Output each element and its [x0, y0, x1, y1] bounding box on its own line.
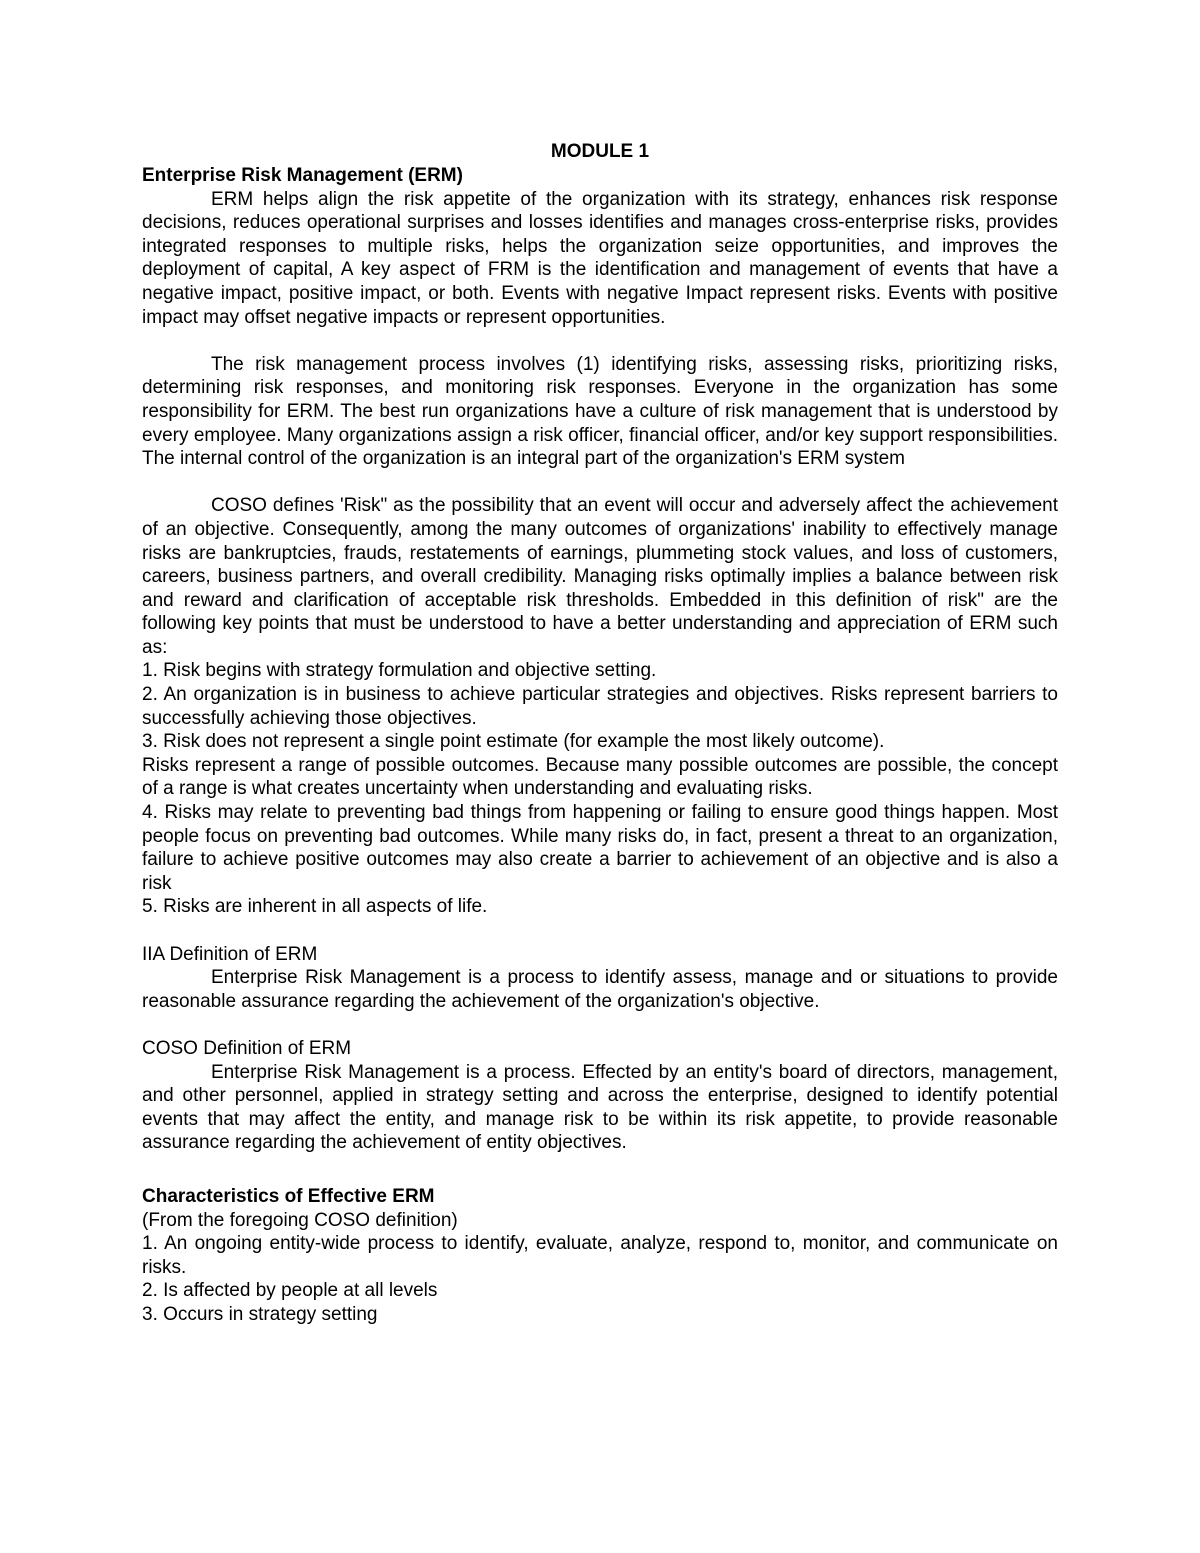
erm-paragraph: ERM helps align the risk appetite of the organization with its strategy, enhances risk response decisions, reduces operational surprises and losses identifies and manages cross-enterprise risks, provides integrated responses to multiple risks, helps the organization seize opportunities, and improves the deployment of capital, A key aspect of FRM is the identification and management of events that have a negative impact, positive impact, or both. Events with negative Impact represent risks. Events with positive impact may offset negative impacts or represent opportunities.: [142, 188, 1058, 328]
characteristics-heading: Characteristics of Effective ERM: [142, 1185, 435, 1207]
key-point-3-detail: Risks represent a range of possible outcomes. Because many possible outcomes are possible, the concept of a range is what creates uncertainty when understanding and evaluating risks.: [142, 754, 1058, 800]
characteristic-item-2: 2. Is affected by people at all levels: [142, 1280, 438, 1302]
document-content: [142, 140, 1058, 1327]
coso-risk-paragraph: COSO defines 'Risk" as the possibility that an event will occur and adversely affect the achievement of an objective. Consequently, among the many outcomes of organizations' inability to effectively manage risks are bankruptcies, frauds, restatements of earnings, plummeting stock values, and loss of customers, careers, business partners, and overall credibility. Managing risks optimally implies a balance between risk and reward and clarification of acceptable risk thresholds. Embedded in this definition of risk" are the following key points that must be understood to have a better understanding and appreciation of ERM such as:: [142, 495, 1058, 658]
coso-heading: COSO Definition of ERM: [142, 1037, 352, 1059]
key-point-2: 2. An organization is in business to achieve particular strategies and objectives. Risks represent barriers to successfully achieving those objectives.: [142, 684, 1058, 729]
key-point-1: 1. Risk begins with strategy formulation and objective setting.: [142, 660, 657, 682]
key-point-4: 4. Risks may relate to preventing bad things from happening or failing to ensure good things happen. Most people focus on preventing bad outcomes. While many risks do, in fact, present a threat to an organization, failure to achieve positive outcomes may also create a barrier to achievement of an objective and is also a risk: [142, 802, 1058, 894]
iia-heading: IIA Definition of ERM: [142, 943, 318, 965]
key-point-3: 3. Risk does not represent a single point estimate (for example the most likely outcome).: [142, 731, 885, 753]
module-title: MODULE 1: [550, 141, 650, 162]
iia-paragraph: Enterprise Risk Management is a process to identify assess, manage and or situations to provide reasonable assurance regarding the achievement of the organization's objective.: [142, 967, 1058, 1012]
key-point-5: 5. Risks are inherent in all aspects of life.: [142, 896, 488, 918]
erm-heading: Enterprise Risk Management (ERM): [142, 165, 463, 186]
coso-paragraph: Enterprise Risk Management is a process. Effected by an entity's board of directors, management, and other personnel, applied in strategy setting and across the enterprise, designed to identify potential events that may affect the entity, and manage risk to be within its risk appetite, to provide reasonable assurance regarding the achievement of entity objectives.: [142, 1061, 1058, 1154]
characteristics-subheading: (From the foregoing COSO definition): [142, 1209, 458, 1231]
characteristic-item-3: 3. Occurs in strategy setting: [142, 1303, 378, 1325]
risk-process-paragraph: The risk management process involves (1) identifying risks, assessing risks, prioritizing risks, determining risk responses, and monitoring risk responses. Everyone in the organization has some responsibility for ERM. The best run organizations have a culture of risk management that is understood by every employee. Many organizations assign a risk officer, financial officer, and/or key support responsibilities. The internal control of the organization is an integral part of the organization's ERM system: [142, 353, 1058, 470]
characteristic-item-1: 1. An ongoing entity-wide process to identify, evaluate, analyze, respond to, monitor, and communicate on risks.: [142, 1233, 1058, 1278]
